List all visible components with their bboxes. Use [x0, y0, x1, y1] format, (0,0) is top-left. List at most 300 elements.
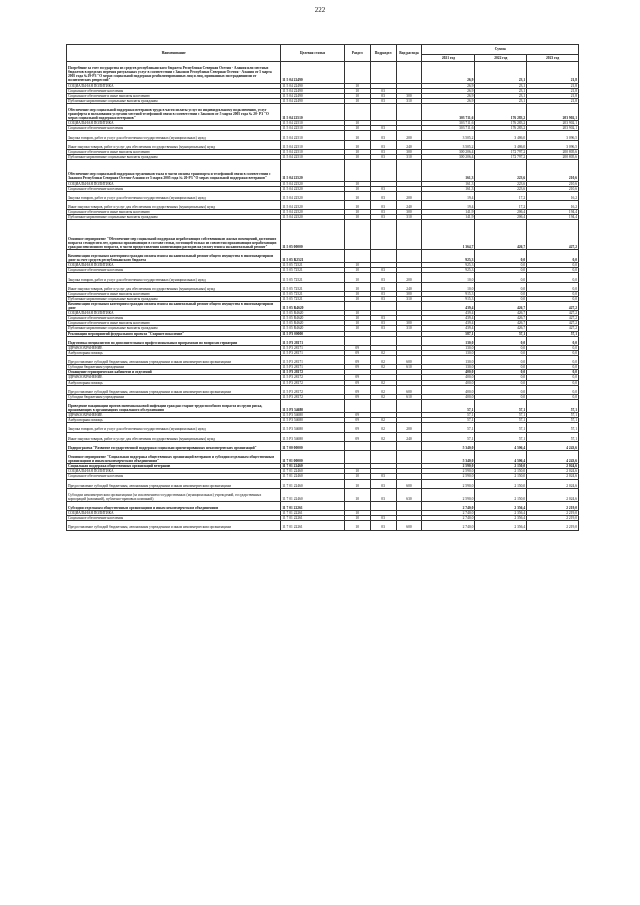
- row-section: 09: [344, 432, 370, 441]
- row-section: [344, 450, 370, 463]
- row-expense-type: 600: [396, 385, 422, 394]
- row-sum-2022: 426,7: [475, 316, 527, 321]
- row-sum-2023: 194,4: [527, 215, 579, 220]
- row-name: Закупка товаров, работ и услуг для обеспечения государственных (муниципальных) нужд: [67, 423, 281, 432]
- table-row: [67, 356, 579, 365]
- row-section: 10: [344, 149, 370, 154]
- row-target-code: 11 5 P3 54680: [281, 399, 345, 412]
- header-expense-type: Вид расхода: [396, 45, 422, 62]
- row-target-code: 11 7 01 22460: [281, 464, 345, 469]
- row-section: 09: [344, 423, 370, 432]
- row-expense-type: [396, 62, 422, 84]
- table-row: [67, 441, 579, 450]
- row-sum-2023: 427,2: [527, 326, 579, 331]
- row-name: Реализация мероприятий федерального проекта "Старшее поколение": [67, 331, 281, 336]
- row-name: Социальное обеспечение и иные выплаты населению: [67, 210, 281, 215]
- row-name: ЗДРАВООХРАНЕНИЕ: [67, 413, 281, 418]
- row-name: Субсидии бюджетным учреждениям: [67, 394, 281, 399]
- row-sum-2023: 57,1: [527, 418, 579, 423]
- row-sum-2021: 3 505,2: [422, 131, 475, 140]
- row-name: Публичные нормативные социальные выплаты гражданам: [67, 215, 281, 220]
- row-subsection: 02: [370, 385, 396, 394]
- row-expense-type: 300: [396, 149, 422, 154]
- row-sum-2021: 19,4: [422, 191, 475, 200]
- row-subsection: 03: [370, 273, 396, 282]
- row-expense-type: [396, 399, 422, 412]
- row-sum-2023: 21,8: [527, 83, 579, 88]
- row-section: [344, 160, 370, 182]
- row-sum-2023: 2 219,0: [527, 521, 579, 530]
- table-row: [67, 385, 579, 394]
- row-sum-2021: 26,9: [422, 98, 475, 103]
- row-sum-2023: 4 243,6: [527, 450, 579, 463]
- row-section: 09: [344, 385, 370, 394]
- row-target-code: 11 5 04 22490: [281, 62, 345, 84]
- row-target-code: 11 5 04 22520: [281, 160, 345, 182]
- row-sum-2021: 26,9: [422, 88, 475, 93]
- row-sum-2021: 439,4: [422, 316, 475, 321]
- row-target-code: 11 5 04 22510: [281, 154, 345, 159]
- row-expense-type: 300: [396, 291, 422, 296]
- row-sum-2022: 3 486,0: [475, 140, 527, 149]
- row-section: [344, 501, 370, 510]
- row-sum-2023: 200 805,6: [527, 149, 579, 154]
- row-sum-2021: 915,3: [422, 291, 475, 296]
- row-sum-2021: 57,1: [422, 423, 475, 432]
- row-name: Компенсация отдельным категориям граждан оплаты взноса на капитальный ремонт общего имущества в многоквартирном доме за счет средств республиканского бюджета: [67, 249, 281, 262]
- row-sum-2022: 4 506,4: [475, 441, 527, 450]
- row-sum-2022: 2 150,0: [475, 479, 527, 488]
- row-sum-2022: 2 150,0: [475, 469, 527, 474]
- row-name: Субсидии бюджетным учреждениям: [67, 365, 281, 370]
- row-sum-2022: 0,0: [475, 356, 527, 365]
- row-target-code: 11 7 01 22460: [281, 469, 345, 474]
- row-sum-2023: 16,2: [527, 200, 579, 209]
- row-section: [344, 220, 370, 250]
- row-name: Предоставление субсидий бюджетным, автономным учреждениям и иным некоммерческим организациям: [67, 521, 281, 530]
- row-expense-type: [396, 501, 422, 510]
- row-sum-2021: 925,3: [422, 268, 475, 273]
- row-sum-2021: 2 590,0: [422, 488, 475, 501]
- table-row: [67, 501, 579, 510]
- row-name: Амбулаторная помощь: [67, 380, 281, 385]
- row-section: [344, 399, 370, 412]
- row-expense-type: 200: [396, 423, 422, 432]
- row-subsection: 03: [370, 521, 396, 530]
- row-section: 10: [344, 131, 370, 140]
- row-sum-2022: 223,6: [475, 181, 527, 186]
- row-section: 10: [344, 154, 370, 159]
- table-row: [67, 103, 579, 120]
- row-subsection: 03: [370, 131, 396, 140]
- row-sum-2022: 17,2: [475, 200, 527, 209]
- row-sum-2023: 194,4: [527, 210, 579, 215]
- header-section: Раздел: [344, 45, 370, 62]
- row-target-code: 11 5 04 22520: [281, 215, 345, 220]
- row-target-code: 11 5 P3 54680: [281, 423, 345, 432]
- row-sum-2023: 21,8: [527, 88, 579, 93]
- row-sum-2023: 0,0: [527, 336, 579, 345]
- row-section: 10: [344, 181, 370, 186]
- header-subsection: Подраздел: [370, 45, 396, 62]
- row-section: 10: [344, 200, 370, 209]
- row-sum-2022: 176 283,2: [475, 103, 527, 120]
- row-sum-2021: 5 340,0: [422, 450, 475, 463]
- row-subsection: [370, 302, 396, 311]
- row-sum-2022: 0,0: [475, 268, 527, 273]
- row-sum-2022: 23,1: [475, 83, 527, 88]
- row-sum-2022: 2 356,4: [475, 521, 527, 530]
- row-sum-2022: 206,4: [475, 215, 527, 220]
- row-sum-2022: 0,0: [475, 336, 527, 345]
- table-row: [67, 131, 579, 140]
- row-subsection: 03: [370, 291, 396, 296]
- row-name: Публичные нормативные социальные выплаты гражданам: [67, 296, 281, 301]
- row-name: ЗДРАВООХРАНЕНИЕ: [67, 345, 281, 350]
- header-target: Целевая статья: [281, 45, 345, 62]
- row-target-code: 11 5 04 22520: [281, 191, 345, 200]
- row-name: Социальное обеспечение и иные выплаты населению: [67, 291, 281, 296]
- row-expense-type: 610: [396, 394, 422, 399]
- row-expense-type: 200: [396, 131, 422, 140]
- row-sum-2022: 57,1: [475, 413, 527, 418]
- row-subsection: [370, 399, 396, 412]
- row-name: Иные закупки товаров, работ и услуг для обеспечения государственных (муниципальных) нужд: [67, 140, 281, 149]
- row-sum-2022: 0,0: [475, 365, 527, 370]
- row-sum-2021: 57,1: [422, 413, 475, 418]
- row-name: Иные закупки товаров, работ и услуг для обеспечения государственных (муниципальных) нужд: [67, 200, 281, 209]
- row-target-code: 11 5 05 72521: [281, 263, 345, 268]
- row-target-code: 11 5 P3 28171: [281, 350, 345, 355]
- row-name: Подпрограмма "Развитие государственной поддержки социально ориентированных некоммерческих организаций": [67, 441, 281, 450]
- row-sum-2023: 0,0: [527, 263, 579, 268]
- row-sum-2022: 426,7: [475, 326, 527, 331]
- row-sum-2022: 426,7: [475, 220, 527, 250]
- row-section: 10: [344, 191, 370, 200]
- row-name: Социальное обеспечение населения: [67, 126, 281, 131]
- row-section: 10: [344, 215, 370, 220]
- row-subsection: [370, 220, 396, 250]
- table-row: [67, 479, 579, 488]
- row-section: 10: [344, 126, 370, 131]
- row-section: 10: [344, 311, 370, 316]
- row-name: Предоставление субсидий бюджетным, автономным учреждениям и иным некоммерческим организациям: [67, 356, 281, 365]
- row-sum-2023: 2 024,6: [527, 488, 579, 501]
- row-target-code: 11 5 P3 28171: [281, 345, 345, 350]
- row-section: 10: [344, 98, 370, 103]
- row-sum-2021: 19,4: [422, 200, 475, 209]
- table-row: [67, 336, 579, 345]
- row-sum-2023: 2 024,6: [527, 469, 579, 474]
- row-sum-2023: 427,2: [527, 302, 579, 311]
- table-row: [67, 432, 579, 441]
- row-target-code: 11 7 01 22460: [281, 488, 345, 501]
- table-row: [67, 62, 579, 84]
- table-row: [67, 302, 579, 311]
- row-sum-2022: 57,1: [475, 423, 527, 432]
- row-sum-2023: 427,2: [527, 220, 579, 250]
- row-expense-type: 600: [396, 521, 422, 530]
- row-section: 09: [344, 413, 370, 418]
- row-expense-type: [396, 249, 422, 262]
- row-sum-2021: 130,0: [422, 345, 475, 350]
- row-sum-2021: 400,0: [422, 370, 475, 375]
- row-sum-2023: 4 243,6: [527, 441, 579, 450]
- page-number: 222: [314, 6, 326, 14]
- row-sum-2021: 925,3: [422, 249, 475, 262]
- row-name: Закупка товаров, работ и услуг для обеспечения государственных (муниципальных) нужд: [67, 273, 281, 282]
- row-sum-2022: 426,7: [475, 311, 527, 316]
- row-sum-2022: 172 797,2: [475, 149, 527, 154]
- row-section: 10: [344, 516, 370, 521]
- row-section: 09: [344, 418, 370, 423]
- row-sum-2022: 426,7: [475, 302, 527, 311]
- row-name: Социальное обеспечение и иные выплаты населению: [67, 321, 281, 326]
- row-sum-2022: 57,1: [475, 331, 527, 336]
- row-sum-2022: 2 356,4: [475, 516, 527, 521]
- table-row: [67, 160, 579, 182]
- row-sum-2023: 0,0: [527, 345, 579, 350]
- row-expense-type: 300: [396, 93, 422, 98]
- row-expense-type: 200: [396, 273, 422, 282]
- row-section: 10: [344, 521, 370, 530]
- row-sum-2021: 26,9: [422, 62, 475, 84]
- row-target-code: 11 5 05 72521: [281, 296, 345, 301]
- row-target-code: 11 5 05 00000: [281, 220, 345, 250]
- table-row: [67, 450, 579, 463]
- row-subsection: [370, 450, 396, 463]
- row-name: СОЦИАЛЬНАЯ ПОЛИТИКА: [67, 181, 281, 186]
- row-sum-2023: 0,0: [527, 356, 579, 365]
- table-row: [67, 191, 579, 200]
- row-name: Социальное обеспечение населения: [67, 516, 281, 521]
- row-sum-2021: 400,0: [422, 380, 475, 385]
- row-section: [344, 103, 370, 120]
- row-target-code: 11 5 04 22510: [281, 131, 345, 140]
- row-sum-2023: 427,2: [527, 311, 579, 316]
- row-expense-type: 310: [396, 326, 422, 331]
- row-sum-2021: 57,1: [422, 418, 475, 423]
- row-expense-type: 630: [396, 488, 422, 501]
- row-sum-2022: 0,0: [475, 282, 527, 291]
- row-sum-2021: 130,0: [422, 336, 475, 345]
- row-subsection: 02: [370, 380, 396, 385]
- row-section: 09: [344, 375, 370, 380]
- row-sum-2023: 203 902,1: [527, 121, 579, 126]
- row-subsection: 03: [370, 321, 396, 326]
- row-target-code: 11 5 05 R4620: [281, 311, 345, 316]
- row-sum-2023: 0,0: [527, 380, 579, 385]
- row-expense-type: 310: [396, 98, 422, 103]
- row-sum-2023: 0,0: [527, 394, 579, 399]
- row-sum-2022: 176 283,2: [475, 121, 527, 126]
- row-section: 10: [344, 474, 370, 479]
- row-sum-2022: 23,1: [475, 62, 527, 84]
- row-sum-2021: 2 590,0: [422, 474, 475, 479]
- row-subsection: 02: [370, 365, 396, 370]
- row-name: Закупка товаров, работ и услуг для обеспечения государственных (муниципальных) нужд: [67, 191, 281, 200]
- row-expense-type: 240: [396, 432, 422, 441]
- row-sum-2022: 206,4: [475, 210, 527, 215]
- row-name: Иные закупки товаров, работ и услуг для обеспечения государственных (муниципальных) нужд: [67, 432, 281, 441]
- row-section: 10: [344, 282, 370, 291]
- row-sum-2022: 223,6: [475, 186, 527, 191]
- row-name: Предоставление субсидий бюджетным, автономным учреждениям и иным некоммерческим организациям: [67, 479, 281, 488]
- row-sum-2023: 0,0: [527, 273, 579, 282]
- row-target-code: 11 5 04 22510: [281, 149, 345, 154]
- row-section: [344, 441, 370, 450]
- row-sum-2022: 0,0: [475, 394, 527, 399]
- row-sum-2023: 57,1: [527, 413, 579, 418]
- row-sum-2021: 2 590,0: [422, 479, 475, 488]
- header-name: Наименование: [67, 45, 281, 62]
- row-sum-2021: 2 740,0: [422, 501, 475, 510]
- row-name: Основное мероприятие "Социальная поддержка общественных организаций ветеранов и субсидии отдельным общественным организациям и иным некоммерческим объединениям": [67, 450, 281, 463]
- table-row: [67, 200, 579, 209]
- row-sum-2023: 2 219,0: [527, 511, 579, 516]
- row-sum-2023: 0,0: [527, 365, 579, 370]
- row-sum-2021: 26,9: [422, 83, 475, 88]
- row-name: Социальное обеспечение и иные выплаты населению: [67, 149, 281, 154]
- row-sum-2022: 0,0: [475, 249, 527, 262]
- row-sum-2021: 300 206,4: [422, 149, 475, 154]
- row-section: 10: [344, 291, 370, 296]
- row-sum-2022: 0,0: [475, 273, 527, 282]
- row-sum-2023: 0,0: [527, 291, 579, 296]
- row-sum-2021: 26,9: [422, 93, 475, 98]
- budget-table: [66, 44, 579, 531]
- row-section: 10: [344, 83, 370, 88]
- row-name: Публичные нормативные социальные выплаты гражданам: [67, 98, 281, 103]
- row-expense-type: 240: [396, 200, 422, 209]
- row-sum-2021: 141,9: [422, 215, 475, 220]
- table-body: [67, 62, 579, 531]
- row-sum-2022: 0,0: [475, 350, 527, 355]
- row-sum-2021: 161,3: [422, 181, 475, 186]
- row-target-code: 11 7 01 22460: [281, 479, 345, 488]
- table-row: [67, 488, 579, 501]
- row-sum-2021: 2 740,0: [422, 511, 475, 516]
- row-target-code: 11 5 P3 28172: [281, 370, 345, 375]
- header-sum: Сумма: [422, 45, 579, 55]
- row-sum-2022: 176 283,2: [475, 126, 527, 131]
- row-section: 10: [344, 263, 370, 268]
- row-expense-type: 200: [396, 191, 422, 200]
- row-target-code: 11 5 05 72521: [281, 268, 345, 273]
- row-name: Закупка товаров, работ и услуг для обеспечения государственных (муниципальных) нужд: [67, 131, 281, 140]
- row-sum-2023: 0,0: [527, 350, 579, 355]
- row-sum-2022: 23,1: [475, 93, 527, 98]
- row-name: СОЦИАЛЬНАЯ ПОЛИТИКА: [67, 263, 281, 268]
- row-sum-2023: 203 902,1: [527, 126, 579, 131]
- row-subsection: 03: [370, 154, 396, 159]
- row-subsection: [370, 103, 396, 120]
- row-expense-type: 310: [396, 296, 422, 301]
- row-subsection: 03: [370, 516, 396, 521]
- row-subsection: 03: [370, 200, 396, 209]
- row-subsection: 03: [370, 282, 396, 291]
- row-target-code: 11 5 P3 54680: [281, 413, 345, 418]
- row-subsection: 03: [370, 149, 396, 154]
- row-sum-2021: 587,1: [422, 331, 475, 336]
- row-sum-2022: 2 356,4: [475, 501, 527, 510]
- row-sum-2022: 0,0: [475, 263, 527, 268]
- row-subsection: [370, 501, 396, 510]
- table-row: [67, 220, 579, 250]
- row-target-code: 11 5 05 72521: [281, 282, 345, 291]
- row-section: 09: [344, 365, 370, 370]
- row-target-code: 11 5 P3 28172: [281, 385, 345, 394]
- row-name: Амбулаторная помощь: [67, 418, 281, 423]
- row-subsection: 02: [370, 432, 396, 441]
- header-year-2021: 2021 год: [422, 55, 475, 62]
- row-sum-2022: 3 486,0: [475, 131, 527, 140]
- table-row: [67, 521, 579, 530]
- row-name: Обеспечение мер социальной поддержки тружеников тыла в части оплаты транспорта и телефонной связи в соответствии с Законом Республики Северная Осетия-Алания от 5 марта 2005 года № 20-РЗ "О мерах социальной поддержки ветеранов": [67, 160, 281, 182]
- row-sum-2022: 2 356,4: [475, 511, 527, 516]
- row-sum-2021: 161,3: [422, 160, 475, 182]
- row-target-code: 11 5 04 22520: [281, 210, 345, 215]
- row-sum-2022: 4 506,4: [475, 450, 527, 463]
- row-sum-2023: 2 024,6: [527, 474, 579, 479]
- row-sum-2023: 21,8: [527, 62, 579, 84]
- row-sum-2021: 439,4: [422, 311, 475, 316]
- row-sum-2023: 427,2: [527, 316, 579, 321]
- row-name: СОЦИАЛЬНАЯ ПОЛИТИКА: [67, 311, 281, 316]
- row-sum-2021: 925,3: [422, 263, 475, 268]
- row-target-code: 11 5 05 R4620: [281, 302, 345, 311]
- row-sum-2022: 0,0: [475, 345, 527, 350]
- row-sum-2021: 439,4: [422, 321, 475, 326]
- row-section: 10: [344, 93, 370, 98]
- row-expense-type: [396, 441, 422, 450]
- row-subsection: 02: [370, 418, 396, 423]
- row-sum-2023: 210,6: [527, 181, 579, 186]
- row-section: 09: [344, 394, 370, 399]
- row-sum-2022: 223,6: [475, 160, 527, 182]
- row-target-code: 11 5 05 72521: [281, 273, 345, 282]
- row-sum-2021: 141,9: [422, 210, 475, 215]
- row-sum-2021: 2 740,0: [422, 521, 475, 530]
- row-target-code: 11 5 P3 28172: [281, 380, 345, 385]
- row-sum-2023: 2 024,6: [527, 479, 579, 488]
- row-sum-2023: 0,0: [527, 375, 579, 380]
- row-sum-2021: 400,0: [422, 385, 475, 394]
- row-section: 10: [344, 326, 370, 331]
- row-sum-2022: 23,1: [475, 88, 527, 93]
- row-name: Проведение вакцинации против пневмококковой инфекции граждан старше трудоспособного возраста из групп риска, проживающих в организациях социального обслуживания: [67, 399, 281, 412]
- row-subsection: [370, 249, 396, 262]
- row-sum-2023: 57,1: [527, 423, 579, 432]
- row-subsection: 03: [370, 268, 396, 273]
- row-sum-2021: 400,0: [422, 394, 475, 399]
- row-section: [344, 249, 370, 262]
- row-name: Иные закупки товаров, работ и услуг для обеспечения государственных (муниципальных) нужд: [67, 282, 281, 291]
- row-section: 10: [344, 321, 370, 326]
- row-sum-2021: 439,4: [422, 302, 475, 311]
- row-section: 10: [344, 469, 370, 474]
- row-subsection: 03: [370, 316, 396, 321]
- row-sum-2021: 57,1: [422, 399, 475, 412]
- row-sum-2023: 57,1: [527, 331, 579, 336]
- row-target-code: 11 5 P3 54680: [281, 432, 345, 441]
- row-sum-2023: 203 902,1: [527, 103, 579, 120]
- row-target-code: 11 5 05 R4620: [281, 326, 345, 331]
- table-row: [67, 423, 579, 432]
- row-sum-2021: 2 740,0: [422, 516, 475, 521]
- row-target-code: 11 5 04 22490: [281, 88, 345, 93]
- row-subsection: 03: [370, 98, 396, 103]
